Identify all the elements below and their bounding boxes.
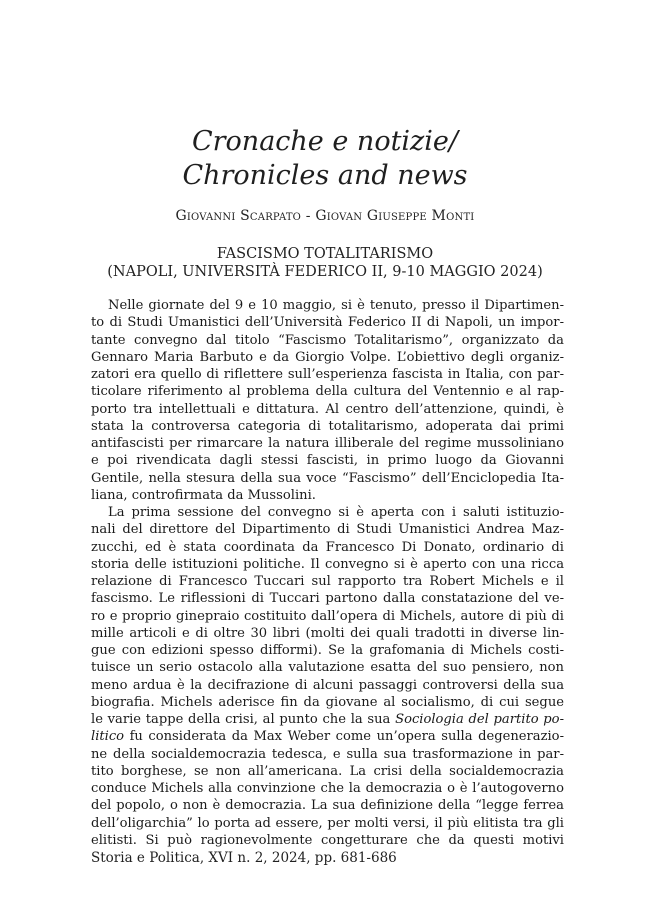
body-line: Gentile, nella stesura della sua voce “Fascismo” dell’Enciclopedia Ita-	[91, 470, 564, 486]
body-line: elitisti. Si può ragionevolmente congetturare che da questi motivi	[91, 832, 564, 848]
body-line: tante convegno dal titolo “Fascismo Totalitarismo”, organizzato da	[91, 332, 564, 348]
body-line: nali del direttore del Dipartimento di Studi Umanistici Andrea Maz-	[91, 522, 564, 538]
authors-line: Giovanni Scarpato - Giovan Giuseppe Monti	[175, 208, 475, 224]
body-line: La prima sessione del convegno si è aperta con i saluti istituzio-	[108, 505, 564, 520]
body-line: meno ardua è la decifrazione di alcuni passaggi controversi della sua	[91, 677, 564, 693]
body-line-text: le varie tappe della crisi, al punto che la sua	[91, 712, 396, 727]
body-line: mille articoli e di oltre 30 libri (molti dei quali tradotti in diverse lin-	[91, 625, 564, 641]
body-line: liana, controfirmata da Mussolini.	[91, 487, 316, 503]
journal-footer: Storia e Politica, XVI n. 2, 2024, pp. 681-686	[91, 850, 397, 866]
body-line: zatori era quello di riflettere sull’esperienza fascista in Italia, con par-	[91, 367, 564, 382]
body-line: ro e proprio ginepraio costituito dall’opera di Michels, autore di più di	[91, 608, 564, 624]
section-title-line-1: Cronache e notizie/	[191, 126, 458, 157]
body-line	[91, 728, 564, 745]
section-title-line-2: Chronicles and news	[182, 160, 468, 191]
body-line	[91, 711, 564, 728]
body-line: biografia. Michels aderisce fin da giovane al socialismo, di cui segue	[91, 694, 564, 710]
body-line: e poi rivendicata dagli stessi fascisti, in primo luogo da Giovanni	[91, 453, 564, 469]
body-line: conduce Michels alla convinzione che la democrazia o è l’autogoverno	[91, 781, 564, 796]
italic-title-fragment: litico	[91, 729, 125, 745]
body-line: storia delle istituzioni politiche. Il convegno si è aperto con una ricca	[91, 556, 564, 572]
body-line: tuisce un serio ostacolo alla valutazione esatta del suo pensiero, non	[91, 660, 564, 676]
body-line: to di Studi Umanistici dell’Università Federico II di Napoli, un impor-	[91, 315, 564, 331]
body-line: antifascisti per rimarcare la natura illiberale del regime mussoliniano	[91, 436, 564, 451]
body-line: dell’oligarchia” lo porta ad essere, per molti versi, il più elitista tra gli	[91, 815, 564, 831]
body-line-text: fu considerata da Max Weber come un’opera sulla degenerazio-	[124, 729, 564, 745]
body-line: ticolare riferimento al problema della cultura del Ventennio e al rap-	[91, 384, 564, 400]
body-line: ne della socialdemocrazia tedesca, e sulla sua trasformazione in par-	[91, 746, 564, 762]
body-line: zucchi, ed è stata coordinata da Francesco Di Donato, ordinario di	[91, 539, 564, 555]
event-subtitle: (NAPOLI, UNIVERSITÀ FEDERICO II, 9-10 MAGGIO 2024)	[107, 264, 543, 280]
body-line: Gennaro Maria Barbuto e da Giorgio Volpe. L’obiettivo degli organiz-	[91, 349, 564, 365]
body-line: porto tra intellettuali e dittatura. Al centro dell’attenzione, quindi, è	[91, 401, 564, 417]
body-line: relazione di Francesco Tuccari sul rapporto tra Robert Michels e il	[91, 574, 564, 589]
body-line: tito borghese, se non all’americana. La crisi della socialdemocrazia	[91, 763, 564, 779]
body-line: Nelle giornate del 9 e 10 maggio, si è tenuto, presso il Dipartimen-	[108, 298, 564, 313]
body-line: gue con edizioni spesso difformi). Se la grafomania di Michels costi-	[91, 643, 564, 658]
italic-title-fragment: Sociologia del partito po-	[395, 712, 564, 727]
event-title: FASCISMO TOTALITARISMO	[216, 246, 434, 262]
article-body	[91, 297, 564, 849]
body-line: stata la controversa categoria di totalitarismo, adoperata dai primi	[91, 418, 564, 434]
body-line: fascismo. Le riflessioni di Tuccari partono dalla constatazione del ve-	[91, 591, 564, 607]
body-line: del popolo, o non è democrazia. La sua definizione della “legge ferrea	[91, 798, 564, 814]
